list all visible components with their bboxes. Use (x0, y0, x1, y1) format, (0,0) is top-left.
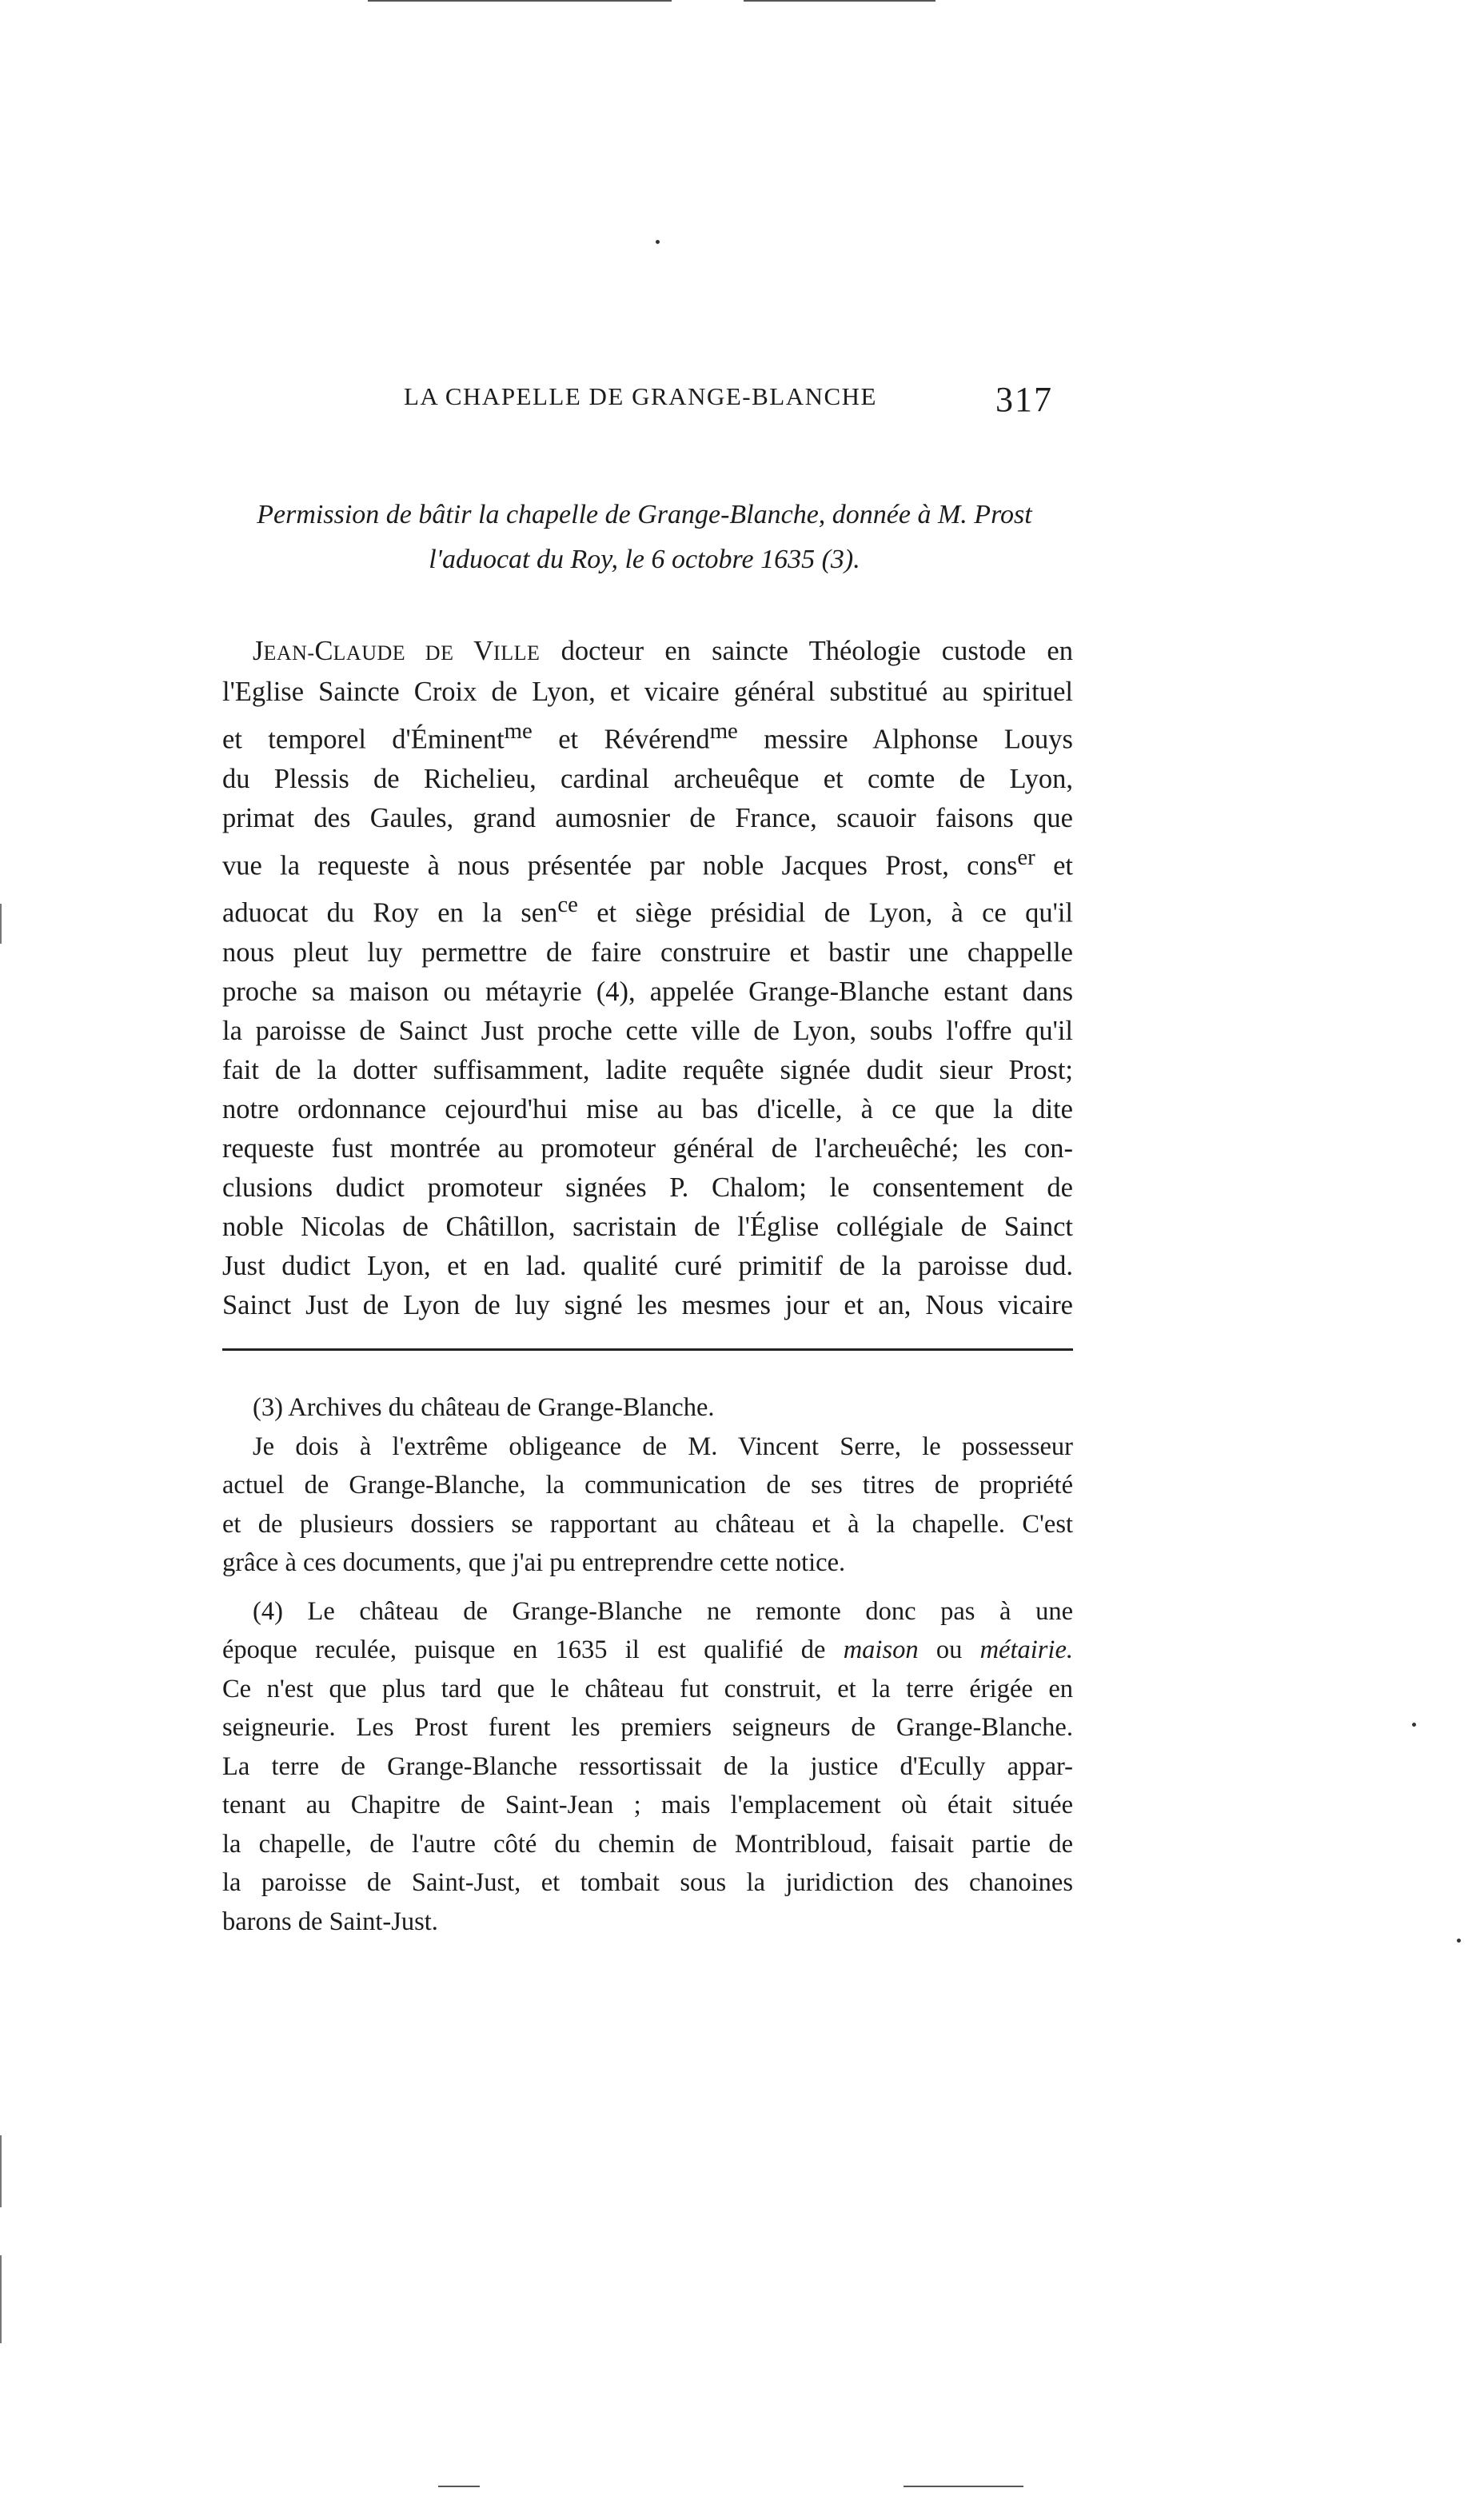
footnote-line: (4) Le château de Grange-Blanche ne remonte donc pas à une (253, 1596, 1073, 1626)
body-line: primat des Gaules, grand aumosnier de France, scauoir faisons que (222, 802, 1073, 833)
body-line: noble Nicolas de Châtillon, sacristain de l'Église collégiale de Sainct (222, 1211, 1073, 1242)
body-line: vue la requeste à nous présentée par noble Jacques Prost, cons$^{er}$ et (222, 844, 1073, 881)
body-line: Sainct Just de Lyon de luy signé les mesmes jour et an, Nous vicaire (222, 1289, 1073, 1320)
scan-edge-rule (438, 2486, 480, 2487)
body-line: clusions dudict promoteur signées P. Chalom; le consentement de (222, 1172, 1073, 1203)
body-line: nous pleut luy permettre de faire construire et bastir une chappelle (222, 937, 1073, 968)
body-line: proche sa maison ou métayrie (4), appelée Grange-Blanche estant dans (222, 976, 1073, 1007)
document-title (216, 493, 1073, 582)
footnote-line: tenant au Chapitre de Saint-Jean ; mais l'emplacement où était située (222, 1791, 1073, 1819)
scan-speck (1412, 1723, 1416, 1727)
footnote-line: Ce n'est que plus tard que le château fut construit, et la terre érigée en (222, 1674, 1073, 1703)
body-text (222, 632, 1073, 1325)
body-line: l'Eglise Saincte Croix de Lyon, et vicaire général substitué au spirituel (222, 677, 1073, 707)
body-line: la paroisse de Sainct Just proche cette ville de Lyon, soubs l'offre qu'il (222, 1015, 1073, 1046)
page-number: 317 (995, 380, 1053, 419)
footnotes (222, 1388, 1073, 1941)
footnote-line: grâce à ces documents, que j'ai pu entreprendre cette notice. (222, 1548, 846, 1577)
body-line: du Plessis de Richelieu, cardinal archeuêque et comte de Lyon, (222, 763, 1073, 794)
footnote-line: actuel de Grange-Blanche, la communication de ses titres de propriété (222, 1471, 1073, 1500)
scan-edge-rule (744, 0, 935, 2)
body-line: notre ordonnance cejourd'hui mise au bas d'icelle, à ce que la dite (222, 1093, 1073, 1124)
scan-edge-line (0, 2255, 2, 2343)
scan-speck (656, 240, 660, 244)
title-line: l'aduocat du Roy, le 6 octobre 1635 (3). (429, 545, 860, 574)
running-head: LA CHAPELLE DE GRANGE-BLANCHE (404, 382, 877, 410)
body-line: Just dudict Lyon, et en lad. qualité curé primitif de la paroisse dud. (222, 1250, 1073, 1281)
footnote-line: la paroisse de Saint-Just, et tombait sous la juridiction des chanoines (222, 1868, 1073, 1897)
footnote-line: et de plusieurs dossiers se rapportant au château et à la chapelle. C'est (222, 1509, 1073, 1539)
footnote-separator (222, 1348, 1073, 1351)
scan-edge-rule (368, 0, 672, 2)
body-line: aduocat du Roy en la sen$^{ce}$ et siège présidial de Lyon, à ce qu'il (222, 892, 1074, 929)
title-line: Permission de bâtir la chapelle de Grange-Blanche, donnée à M. Prost (257, 500, 1032, 529)
body-line: JEAN-CLAUDE DE VILLE docteur en saincte Théologie custode en (253, 636, 1073, 666)
body-line: et temporel d'Éminent$^{me}$ et Révérend$^{me}$ messire Alphonse Louys (222, 718, 1073, 755)
footnote-line: la chapelle, de l'autre côté du chemin de Montribloud, faisait partie de (222, 1829, 1073, 1859)
body-line: fait de la dotter suffisamment, ladite requête signée dudit sieur Prost; (222, 1054, 1073, 1085)
footnote-line: époque reculée, puisque en 1635 il est qualifié de maison ou métairie. (222, 1635, 1074, 1664)
scan-speck (1457, 1939, 1461, 1943)
scan-edge-line (0, 2135, 2, 2207)
footnote-line: seigneurie. Les Prost furent les premiers seigneurs de Grange-Blanche. (222, 1713, 1073, 1742)
footnote-line: barons de Saint-Just. (222, 1907, 438, 1936)
body-line: requeste fust montrée au promoteur général de l'archeuêché; les con- (222, 1132, 1073, 1164)
footnote-line: (3) Archives du château de Grange-Blanche. (253, 1393, 715, 1422)
footnote-line: La terre de Grange-Blanche ressortissait de la justice d'Ecully appar- (222, 1751, 1073, 1781)
scan-edge-rule (904, 2486, 1023, 2487)
scan-edge-line (0, 904, 2, 944)
footnote-line: Je dois à l'extrême obligeance de M. Vincent Serre, le possesseur (253, 1432, 1073, 1461)
